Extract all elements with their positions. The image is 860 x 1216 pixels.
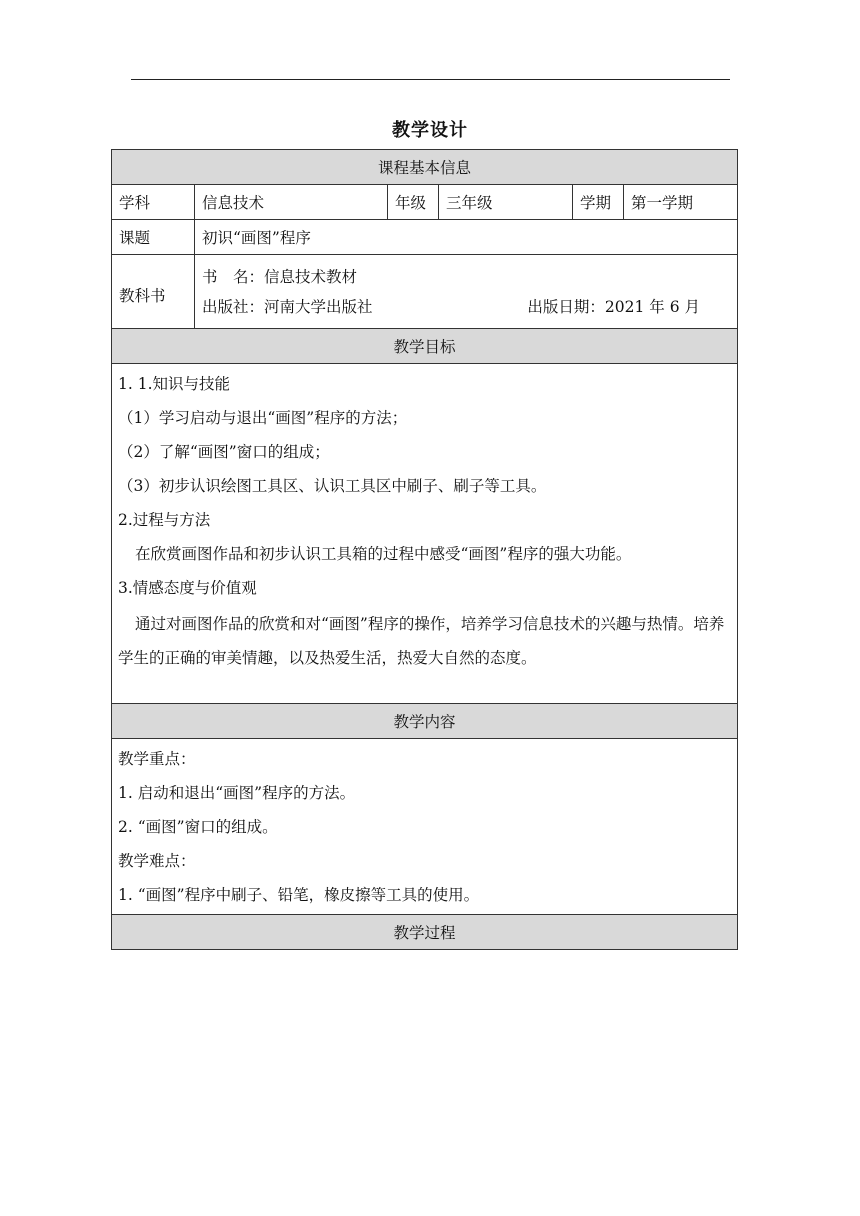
textbook-details [195, 255, 738, 329]
section-header-basic-info [112, 150, 738, 185]
term-value: 第一学期 [624, 185, 738, 220]
term-label: 学期 [573, 185, 624, 220]
objective-paragraph: 通过对画图作品的欣赏和对“画图”程序的操作，培养学习信息技术的兴趣与热情。培养学生的正确的审美情趣，以及热爱生活，热爱大自然的态度。 [118, 615, 725, 667]
section-title-content: 教学内容 [112, 704, 738, 739]
lesson-plan-table [111, 149, 738, 950]
subject-row [112, 185, 738, 220]
objective-paragraph: 在欣赏画图作品和初步认识工具箱的过程中感受“画图”程序的强大功能。 [135, 545, 632, 563]
topic-row [112, 220, 738, 255]
objective-heading-process: 2.过程与方法 [118, 511, 211, 529]
key-point-item: 2. “画图”窗口的组成。 [118, 818, 278, 836]
textbook-row [112, 255, 738, 329]
objective-heading-knowledge: 1. 1.知识与技能 [118, 375, 231, 393]
grade-value: 三年级 [439, 185, 573, 220]
section-title-process: 教学过程 [112, 915, 738, 950]
key-point-item: 1. 启动和退出“画图”程序的方法。 [118, 784, 356, 802]
section-title-basic-info: 课程基本信息 [112, 150, 738, 185]
publisher-line [202, 292, 730, 322]
objectives-body [112, 364, 738, 704]
topic-value: 初识“画图”程序 [195, 220, 738, 255]
section-header-process [112, 915, 738, 950]
publish-date: 出版日期：2021 年 6 月 [527, 297, 701, 316]
document-title: 教学设计 [392, 120, 468, 141]
key-points-label: 教学重点： [118, 750, 196, 768]
objective-item: （3）初步认识绘图工具区、认识工具区中刷子、刷子等工具。 [118, 477, 547, 495]
objectives-row [112, 364, 738, 704]
objective-item: （2）了解“画图”窗口的组成； [118, 443, 330, 461]
grade-label: 年级 [388, 185, 439, 220]
section-header-objectives [112, 329, 738, 364]
objective-heading-attitude: 3.情感态度与价值观 [118, 579, 257, 597]
book-name: 书 名：信息技术教材 [202, 267, 358, 286]
content-row [112, 739, 738, 915]
subject-value: 信息技术 [195, 185, 388, 220]
header-rule [131, 79, 730, 80]
difficulty-item: 1. “画图”程序中刷子、铅笔，橡皮擦等工具的使用。 [118, 886, 480, 904]
publisher: 出版社：河南大学出版社 [202, 297, 373, 316]
objective-item: （1）学习启动与退出“画图”程序的方法； [118, 409, 408, 427]
difficulty-label: 教学难点： [118, 852, 196, 870]
textbook-label: 教科书 [112, 255, 195, 329]
section-title-objectives: 教学目标 [112, 329, 738, 364]
subject-label: 学科 [112, 185, 195, 220]
section-header-content [112, 704, 738, 739]
topic-label: 课题 [112, 220, 195, 255]
content-body [112, 739, 738, 915]
